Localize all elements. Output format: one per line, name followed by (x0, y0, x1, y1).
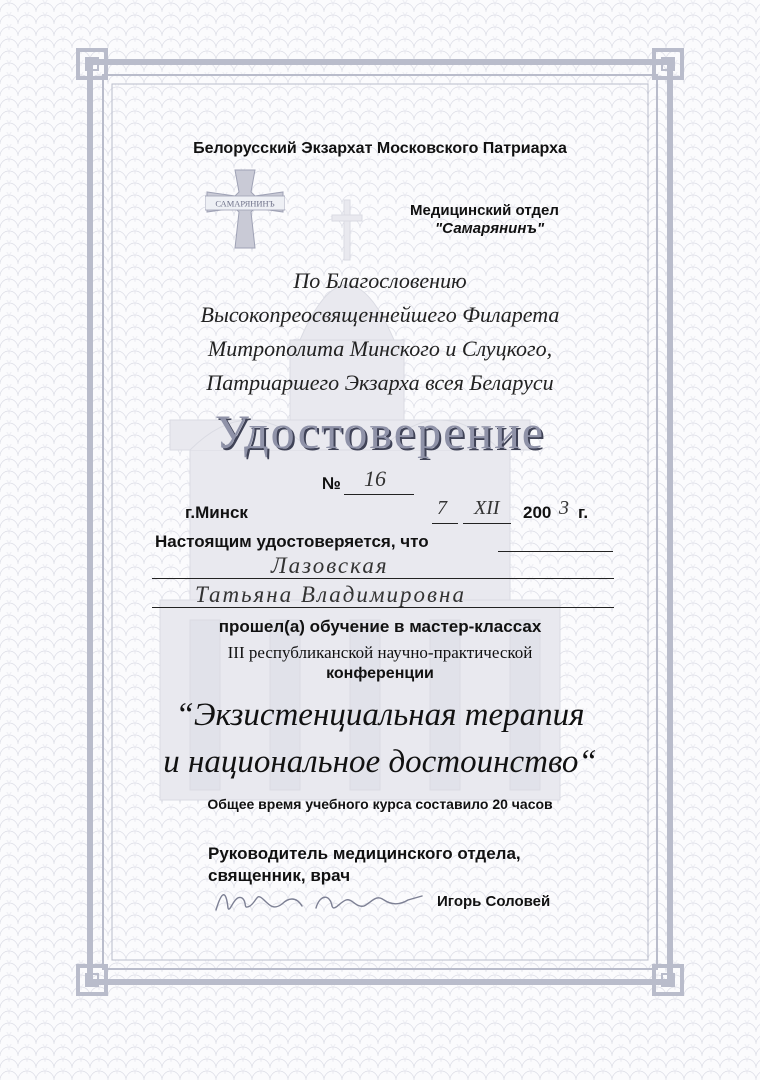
issuer-title: Белорусский Экзархат Московского Патриарха (193, 140, 567, 157)
issue-day: 7 (437, 497, 447, 519)
conference-title-line: и национальное достоинство“ (163, 744, 597, 780)
conference-title-line: “Экзистенциальная терапия (175, 697, 585, 733)
certify-statement: Настоящим удостоверяется, что (155, 532, 429, 551)
issue-month: XII (474, 497, 500, 519)
emblem-label: САМАРЯНИНЪ (215, 198, 275, 209)
signatory-title: священник, врач (208, 866, 351, 885)
certificate-title: Удостоверение (214, 406, 546, 459)
signatory-position: Руководитель медицинского отдела, (208, 844, 521, 863)
day-underline (432, 523, 458, 524)
department-name: Медицинский отдел (410, 202, 559, 219)
department-subtitle: "Самарянинъ" (435, 220, 545, 237)
issue-place: г.Минск (185, 503, 248, 522)
signatory-name: Игорь Соловей (437, 893, 551, 910)
conference-label: конференции (326, 665, 434, 682)
issue-year-suffix: г. (578, 503, 589, 522)
course-duration: Общее время учебного курса составило 20 часов (207, 796, 553, 812)
certificate-number: 16 (364, 466, 386, 491)
number-label: № (322, 474, 341, 493)
blessing-line: Высокопреосвященнейшего Филарета (200, 302, 560, 327)
issue-year-prefix: 200 (523, 503, 552, 522)
number-underline (344, 494, 414, 495)
month-underline (463, 523, 511, 524)
conference-description: III республиканской научно-практической (227, 643, 533, 662)
certify-underline (498, 551, 613, 552)
blessing-line: Патриаршего Экзарха всея Беларуси (206, 370, 554, 395)
completed-statement: прошел(а) обучение в мастер-классах (218, 617, 542, 636)
issue-year-digit: 3 (559, 497, 569, 519)
samaritan-emblem (205, 168, 285, 250)
recipient-given-name: Татьяна Владимировна (195, 582, 466, 607)
handwritten-signature (212, 880, 432, 920)
blessing-line: По Благословению (293, 268, 467, 293)
blessing-line: Митрополита Минского и Слуцкого, (207, 336, 553, 361)
recipient-surname: Лазовская (271, 553, 389, 578)
